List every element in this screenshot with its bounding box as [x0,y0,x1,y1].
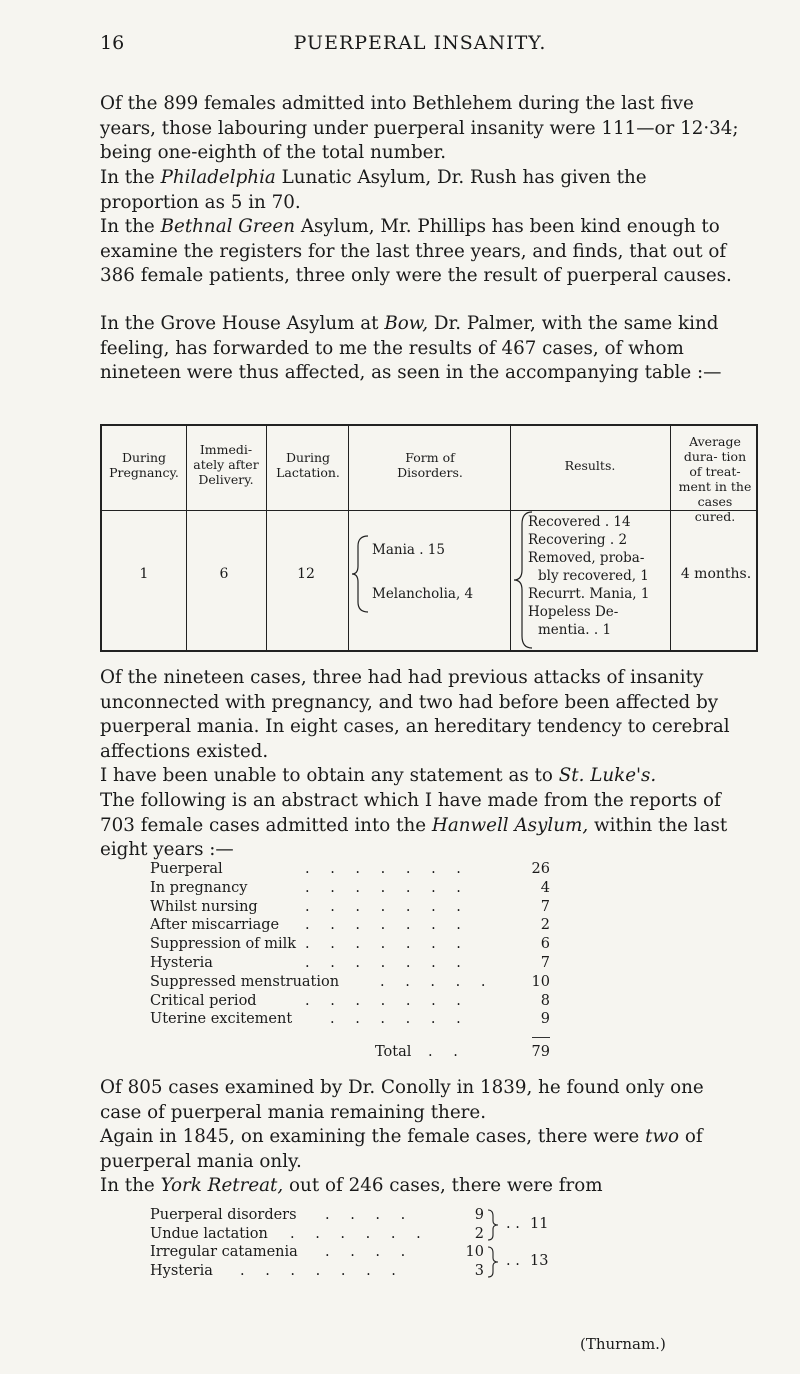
total-row: Total . . 79 [375,1044,550,1061]
list-item: Hysteria . . . . . . . 7 [150,954,550,971]
header-during-lactation: During Lactation. [276,450,340,480]
group-dots: . . [506,1253,520,1269]
page-header [100,32,740,62]
header-results: Results. [564,458,616,473]
paragraph-philadelphia: In the Philadelphia Lunatic Asylum, Dr. Rush has given the proportion as 5 in 70. [100,167,647,213]
result-recurrent-mania: Recurrt. Mania, 1 [528,586,650,602]
list-item: Puerperal . . . . . . . 26 [150,861,550,877]
table-col-divider [266,424,267,652]
running-title: PUERPERAL INSANITY. [293,32,547,54]
list-item: In pregnancy . . . . . . . 4 [150,879,550,896]
table-left-border [100,424,102,652]
list-item: Undue lactation . . . . . . 2 [150,1225,484,1242]
table-top-rule [100,424,758,426]
table-right-border [756,424,758,652]
header-average-duration: Average dura- tion of treat- ment in the cases cured. [678,434,752,524]
table-bottom-rule [100,650,758,652]
paragraph-nineteen-cases: Of the nineteen cases, three had had previous attacks of insanity unconnected with pregnancy, and two had before been affected by puerperal mania. In eight cases, an hereditary tendency to cerebral affections existed. [100,667,730,762]
result-removed: Removed, proba- [528,550,645,566]
list-item: Whilst nursing . . . . . . . 7 [150,898,550,915]
list-item: Suppression of milk . . . . . . . 6 [150,936,550,953]
group-total-1: 11 [530,1216,549,1232]
group-total-2: 13 [530,1253,549,1269]
york-brace-1 [486,1208,500,1242]
paragraph-grove-house: In the Grove House Asylum at Bow, Dr. Palmer, with the same kind feeling, has forwarded to me the results of 467 cases, of whom nineteen were thus affected, as seen in the accompanying table :— [100,313,722,383]
grove-house-table [100,424,760,652]
york-list [150,1206,630,1280]
total-rule-row [150,1029,620,1043]
result-removed-cont: bly recovered, 1 [538,568,649,584]
list-item: After miscarriage . . . . . . . 2 [150,917,550,934]
list-item: Critical period . . . . . . . 8 [150,992,550,1009]
list-item: Hysteria . . . . . . . 3 [150,1262,484,1279]
result-hopeless: Hopeless De- [528,604,619,620]
table-col-divider [670,424,671,652]
group-dots: . . [506,1216,520,1232]
value-during-lactation: 12 [297,566,315,582]
total-rule [532,1037,550,1038]
list-item: Irregular catamenia . . . . 10 [150,1244,484,1260]
paragraph-conolly: Of 805 cases examined by Dr. Conolly in 1839, he found only one case of puerperal mania remaining there. [100,1077,704,1123]
form-mania: Mania . 15 [372,542,445,558]
list-item: Puerperal disorders . . . . 9 [150,1207,484,1223]
york-brace-2 [486,1245,500,1279]
result-recovering: Recovering . 2 [528,532,628,548]
form-melancholia: Melancholia, 4 [372,586,474,602]
value-during-pregnancy: 1 [139,566,149,582]
result-hopeless-cont: mentia. . 1 [538,622,612,638]
page-number: 16 [100,32,125,54]
paragraph-st-lukes: I have been unable to obtain any statement as to St. Luke's. [100,765,657,786]
hanwell-list [150,860,620,1062]
paragraph-1845: Again in 1845, on examining the female cases, there were two of puerperal mania only. [100,1126,703,1172]
paragraph-hanwell: The following is an abstract which I have made from the reports of 703 female cases admitted into the Hanwell Asylum, within the last eight years :— [100,790,728,860]
paragraph-bethnal-green: In the Bethnal Green Asylum, Mr. Phillips has been kind enough to examine the registers for the last three years, and finds, that out of 386 female patients, three only were the result of puerperal causes. [100,216,732,286]
result-recovered: Recovered . 14 [528,514,631,530]
table-header-rule [100,510,758,511]
header-form-of-disorders: Form of Disorders. [397,450,463,480]
value-after-delivery: 6 [219,566,229,582]
table-col-divider [186,424,187,652]
header-during-pregnancy: During Pregnancy. [109,450,179,480]
paragraph-bethlehem: Of the 899 females admitted into Bethlehem during the last five years, those labouring under puerperal insanity were 111—or 12·34; being one-eighth of the total number. [100,93,739,163]
list-item: Suppressed menstruation . . . . . 10 [150,973,550,990]
header-after-delivery: Immedi- ately after Delivery. [193,442,259,487]
value-average-duration: 4 months. [680,566,752,582]
list-item: Uterine excitement . . . . . . 9 [150,1011,550,1028]
results-brace [510,510,538,650]
source-citation: (Thurnam.) [580,1335,666,1353]
paragraph-york-retreat: In the York Retreat, out of 246 cases, there were from [100,1175,603,1196]
